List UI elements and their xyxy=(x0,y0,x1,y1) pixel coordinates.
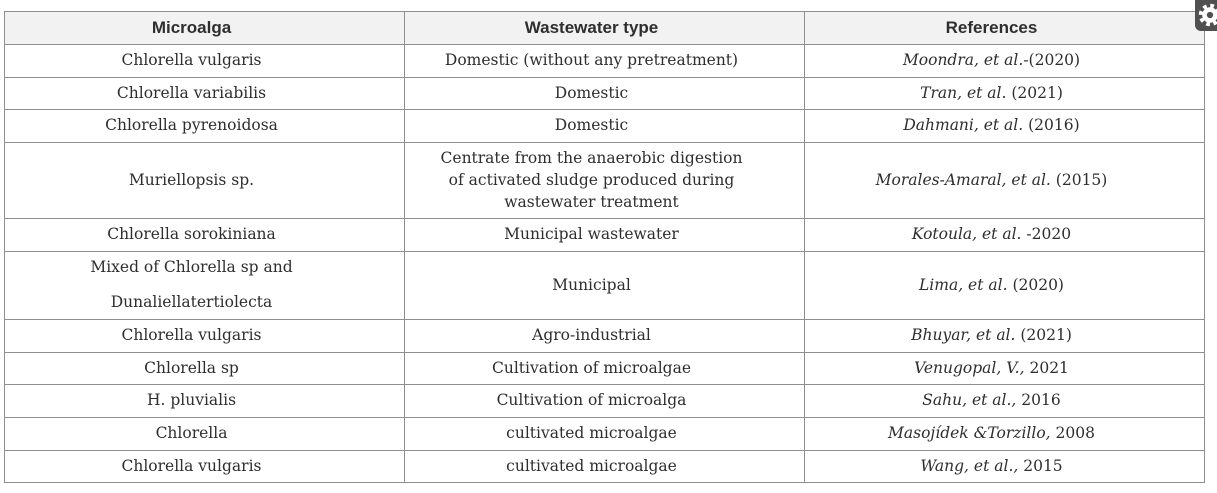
microalga-line: Mixed of Chlorella sp and xyxy=(90,257,293,276)
table-row xyxy=(5,417,1205,450)
reference-year: -(2020) xyxy=(1023,51,1081,69)
wastewater-type-cell: Domestic xyxy=(405,77,805,110)
microalga-cell xyxy=(5,251,405,319)
reference-year: (2020) xyxy=(1007,275,1064,294)
reference-cell xyxy=(805,77,1205,110)
wastewater-type-cell: Domestic xyxy=(405,110,805,143)
reference-authors: Venugopal, V., xyxy=(914,358,1025,377)
reference-year: 2021 xyxy=(1024,358,1069,377)
table-row xyxy=(5,219,1205,252)
reference-year: (2016) xyxy=(1023,116,1080,135)
reference-authors: Sahu, et al., xyxy=(922,391,1017,410)
reference-year: -2020 xyxy=(1021,225,1072,244)
gear-hole xyxy=(1207,12,1213,18)
reference-cell xyxy=(805,143,1205,219)
reference-authors: Dahmani, et al. xyxy=(903,116,1024,135)
column-header-wastewater-type: Wastewater type xyxy=(405,12,805,45)
microalga-cell: Muriellopsis sp. xyxy=(5,143,405,219)
table-row xyxy=(5,319,1205,352)
microalga-cell: Chlorella sorokiniana xyxy=(5,219,405,252)
wastewater-type-line: of activated sludge produced during xyxy=(448,170,735,189)
reference-authors: Kotoula, et al. xyxy=(911,225,1022,244)
reference-authors: Lima, et al. xyxy=(919,275,1008,294)
wastewater-type-cell: Cultivation of microalga xyxy=(405,385,805,418)
microalga-cell: H. pluvialis xyxy=(5,385,405,418)
reference-authors: Moondra, et al. xyxy=(902,51,1024,69)
reference-authors: Tran, et al. xyxy=(920,83,1007,102)
microalga-cell: Chlorella pyrenoidosa xyxy=(5,110,405,143)
wastewater-type-cell: Agro-industrial xyxy=(405,319,805,352)
table-row xyxy=(5,251,1205,319)
reference-cell xyxy=(805,352,1205,385)
settings-gear-button[interactable] xyxy=(1195,0,1217,31)
reference-authors: Morales-Amaral, et al. xyxy=(875,170,1051,189)
reference-year: 2008 xyxy=(1050,423,1095,442)
microalga-cell: Chlorella variabilis xyxy=(5,77,405,110)
reference-authors: Wang, et al., xyxy=(920,456,1019,475)
column-header-references: References xyxy=(805,12,1205,45)
table-row xyxy=(5,110,1205,143)
reference-cell xyxy=(805,417,1205,450)
column-header-microalga: Microalga xyxy=(5,12,405,45)
wastewater-type-cell: Cultivation of microalgae xyxy=(405,352,805,385)
wastewater-type-cell: cultivated microalgae xyxy=(405,417,805,450)
reference-cell xyxy=(805,251,1205,319)
wastewater-type-cell: Municipal wastewater xyxy=(405,219,805,252)
gear-icon xyxy=(1197,2,1217,28)
reference-authors: Masojídek &Torzillo, xyxy=(888,423,1051,442)
table-row xyxy=(5,45,1205,78)
reference-cell xyxy=(805,319,1205,352)
reference-authors: Bhuyar, et al. xyxy=(911,325,1016,344)
microalga-cell: Chlorella vulgaris xyxy=(5,319,405,352)
header-row xyxy=(5,12,1205,45)
microalga-cell: Chlorella vulgaris xyxy=(5,45,405,78)
table-row xyxy=(5,352,1205,385)
table-row xyxy=(5,385,1205,418)
table-row xyxy=(5,77,1205,110)
microalga-line: Dunaliellatertiolecta xyxy=(110,293,273,312)
reference-cell xyxy=(805,110,1205,143)
microalga-cell: Chlorella xyxy=(5,417,405,450)
table-header xyxy=(5,12,1205,45)
reference-cell xyxy=(805,45,1205,78)
reference-cell xyxy=(805,385,1205,418)
table-body xyxy=(5,45,1205,483)
microalgae-wastewater-table xyxy=(4,11,1205,483)
wastewater-type-cell: Domestic (without any pretreatment) xyxy=(405,45,805,78)
wastewater-type-line: Centrate from the anaerobic digestion xyxy=(440,149,743,168)
table-row xyxy=(5,143,1205,219)
wastewater-type-cell: cultivated microalgae xyxy=(405,450,805,483)
reference-cell xyxy=(805,219,1205,252)
microalga-cell: Chlorella vulgaris xyxy=(5,450,405,483)
reference-cell xyxy=(805,450,1205,483)
wastewater-type-cell: Municipal xyxy=(405,251,805,319)
reference-year: 2016 xyxy=(1016,391,1061,410)
reference-year: 2015 xyxy=(1018,456,1063,475)
reference-year: (2021) xyxy=(1015,325,1072,344)
reference-year: (2015) xyxy=(1050,170,1108,189)
microalga-cell: Chlorella sp xyxy=(5,352,405,385)
wastewater-type-cell xyxy=(405,143,805,219)
table-row xyxy=(5,450,1205,483)
wastewater-type-line: wastewater treatment xyxy=(504,192,679,211)
reference-year: (2021) xyxy=(1006,83,1063,102)
